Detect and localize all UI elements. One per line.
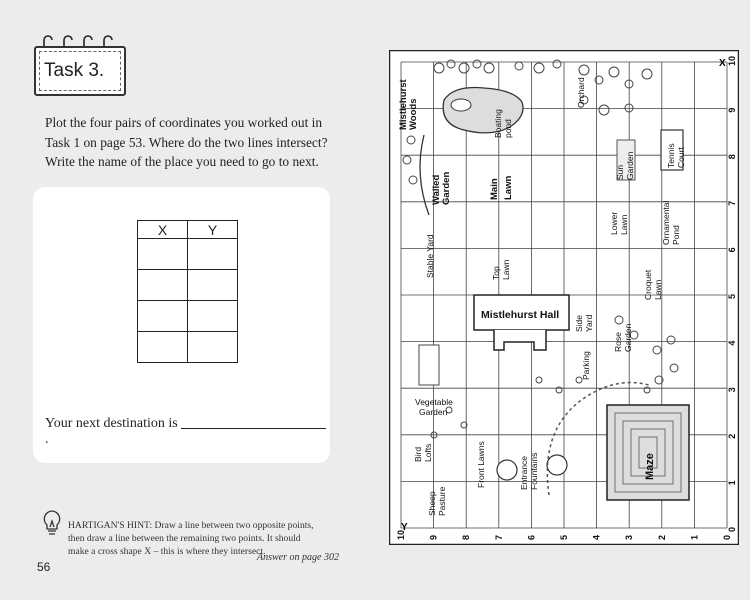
y-axis-tick-label: 10: [727, 55, 737, 66]
top-lawn-label: TopLawn: [491, 259, 511, 280]
parking-label: Parking: [581, 351, 591, 380]
lightbulb-icon: [40, 508, 64, 538]
x-axis-tick-label: 5: [559, 534, 569, 540]
estate-map: [389, 50, 739, 545]
y-axis-tick-label: 3: [727, 387, 737, 393]
entrance-fountain-right: [547, 455, 567, 475]
page-number: 56: [37, 560, 51, 574]
y-column-header: Y: [188, 221, 238, 239]
table-cell[interactable]: [188, 301, 238, 332]
table-cell[interactable]: [138, 270, 188, 301]
table-cell[interactable]: [138, 239, 188, 270]
x-axis-tick-label: 6: [526, 534, 537, 540]
orchard-label: Orchard: [576, 77, 586, 108]
maze-label: Maze: [644, 453, 656, 480]
vegetable-garden-label: Vegetable Garden: [415, 397, 453, 417]
x-axis-tick-label: 9: [428, 534, 439, 540]
y-axis-tick-label: 5: [727, 293, 737, 299]
entrance-fountains-label: EntranceFountains: [519, 452, 539, 490]
y-axis-tick-label: 1: [727, 480, 737, 486]
main-lawn-label: Main Lawn: [489, 175, 514, 200]
destination-line: [45, 416, 330, 448]
coordinates-table: [137, 220, 238, 363]
x-axis-tick-label: 7: [493, 534, 504, 540]
table-row: [138, 239, 238, 270]
croquet-lawn-label: CroquetLawn: [643, 269, 663, 300]
maze-shape: [607, 405, 689, 500]
ornamental-pond-label: OrnamentalPond: [661, 200, 681, 245]
x-axis-tick-label: 0: [722, 534, 732, 540]
table-cell[interactable]: [188, 332, 238, 363]
table-cell[interactable]: [138, 301, 188, 332]
bird-lofts-label: BirdLofts: [413, 443, 433, 462]
destination-end: .: [45, 432, 49, 447]
boating-pond-island: [451, 99, 471, 111]
instructions: Plot the four pairs of coordinates you worked out in Task 1 on page 53. Where do the two lines intersect? Write the name of the place you need to go to next.: [45, 115, 328, 169]
y-axis-tick-label: 7: [727, 200, 737, 206]
table-cell[interactable]: [138, 332, 188, 363]
y-axis-tick-label: 0: [727, 526, 737, 532]
stable-yard-label: Stable Yard: [425, 234, 435, 278]
table-cell[interactable]: [188, 239, 238, 270]
sheep-pasture-label: SheepPasture: [427, 486, 447, 516]
side-yard-label: SideYard: [574, 314, 594, 332]
front-lawns-label: Front Lawns: [476, 441, 486, 488]
sun-garden-label: SunGarden: [615, 151, 635, 180]
table-row: [138, 301, 238, 332]
y-axis-label: Y: [401, 522, 408, 533]
y-axis-tick-label: 6: [727, 247, 737, 253]
y-axis-tick-label: 8: [727, 154, 737, 160]
y-axis-tick-label: 9: [727, 107, 737, 113]
x-axis-tick-label: 4: [591, 534, 602, 540]
x-axis-tick-label: 3: [624, 534, 635, 540]
walled-garden-label: WalledGarden: [431, 171, 452, 205]
entrance-fountain-left: [497, 460, 517, 480]
x-axis-tick-label: 8: [461, 534, 472, 540]
table-row: [138, 332, 238, 363]
x-axis-tick-label: 2: [656, 534, 667, 540]
rose-garden-label: RoseGarden: [613, 323, 633, 352]
destination-blank[interactable]: [181, 428, 326, 429]
destination-prompt: Your next destination is: [45, 416, 178, 431]
answer-panel: [33, 187, 330, 463]
hint-text: HARTIGAN'S HINT: Draw a line between two opposite points, then draw a line between the remaining two points. It should make a cross shape X – this is where they intersect.: [68, 520, 314, 557]
lower-lawn-label: LowerLawn: [609, 211, 629, 235]
y-axis-tick-label: 4: [727, 340, 737, 346]
x-axis-tick-label: 1: [689, 534, 700, 540]
mistlehurst-hall-label: Mistlehurst Hall: [481, 309, 560, 321]
mistlehurst-woods-label: MistlehurstWoods: [398, 79, 419, 130]
answer-reference: Answer on page 302: [257, 552, 339, 563]
table-cell[interactable]: [188, 270, 238, 301]
task-title: Task 3.: [44, 60, 105, 81]
x-column-header: X: [138, 221, 188, 239]
tennis-court-label: TennisCourt: [666, 143, 686, 168]
table-row: [138, 270, 238, 301]
vegetable-beds: [419, 345, 439, 385]
boating-pond-label: Boatingpond: [493, 109, 513, 138]
x-axis-label: X: [719, 58, 726, 69]
x-axis-tick-label: 10: [396, 529, 406, 540]
y-axis-tick-label: 2: [727, 433, 737, 439]
